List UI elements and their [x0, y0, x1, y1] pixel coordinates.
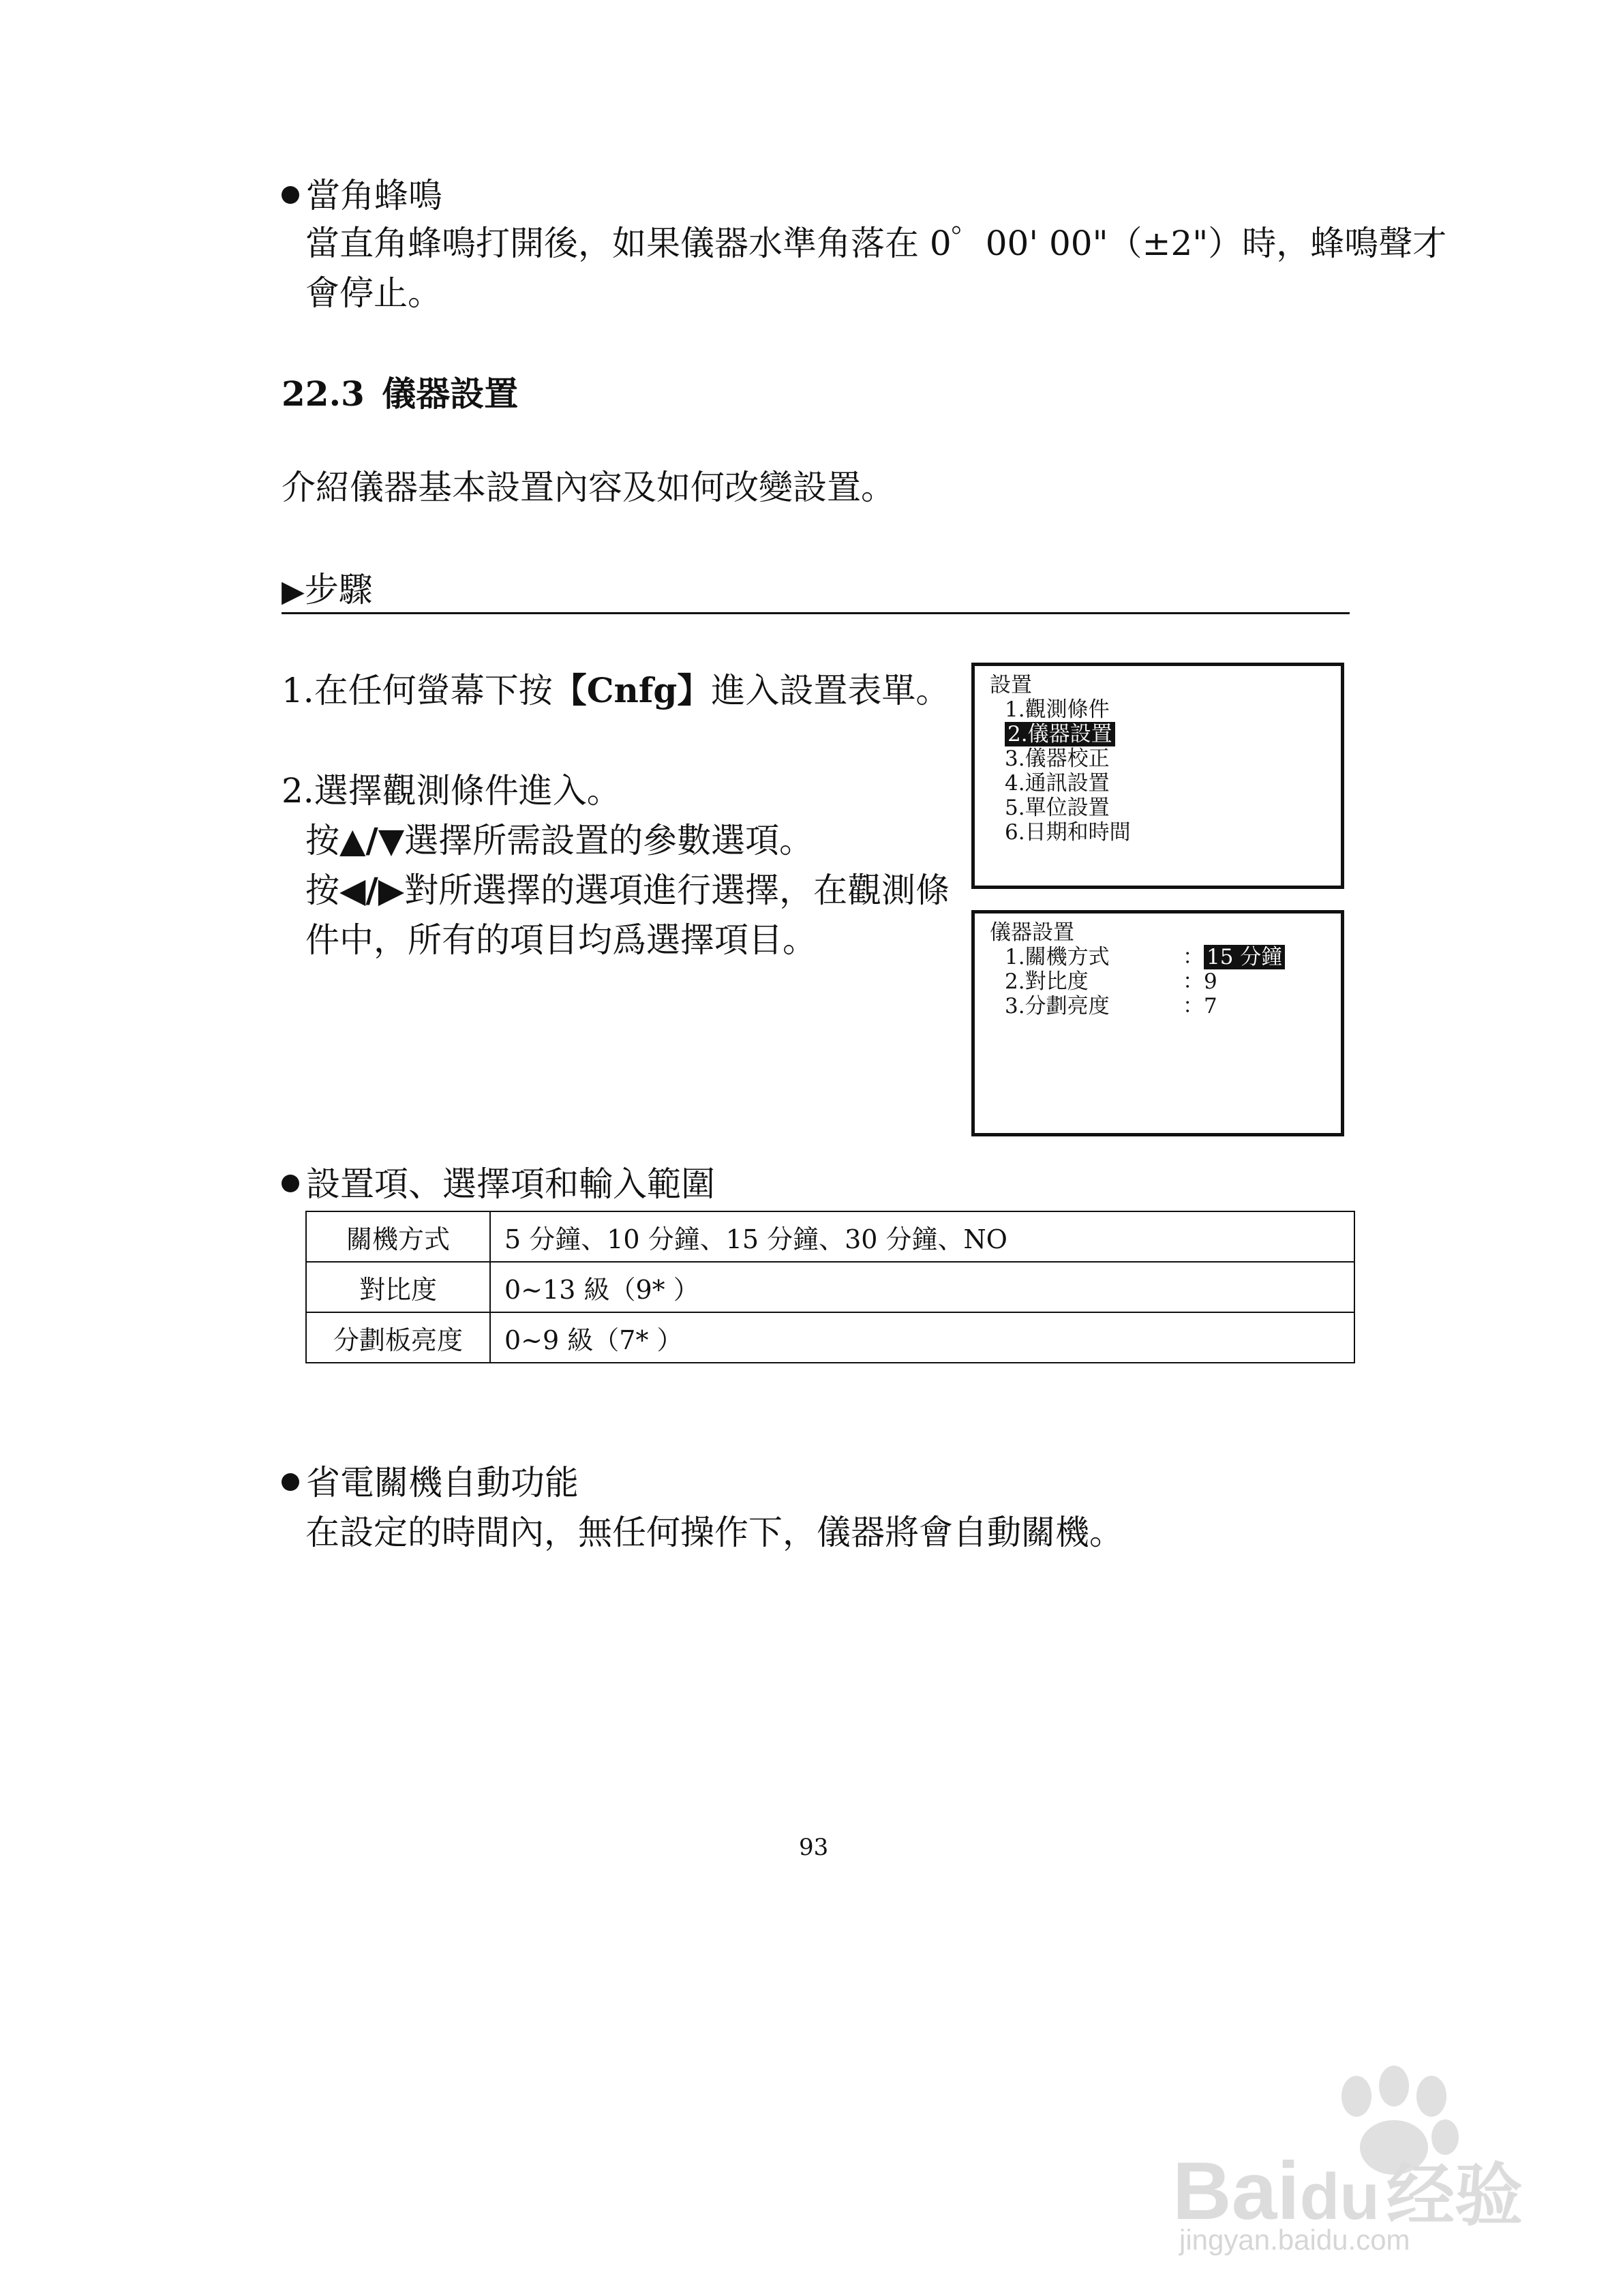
- lcd-setting-label: 3.分劃亮度: [1005, 994, 1110, 1018]
- lcd-menu-title: 設置: [990, 673, 1032, 697]
- play-triangle-icon: ▶: [282, 574, 305, 609]
- settings-table-heading: 設置項、選擇項和輸入範圍: [282, 1160, 715, 1208]
- table-row: [306, 1211, 1354, 1262]
- step-1: 1.在任何螢幕下按【Cnfg】進入設置表單。: [282, 670, 950, 710]
- lcd-setting-value-selected: ： 15 分鐘: [1183, 945, 1285, 969]
- step-2-updown: 按▲/▼選擇所需設置的參數選項。: [305, 820, 814, 860]
- bullet-icon: [282, 186, 299, 204]
- table-cell-range: 0~13 級（9* ）: [490, 1262, 1354, 1312]
- cnfg-key: 【Cnfg】: [552, 670, 712, 710]
- table-cell-item: 關機方式: [306, 1211, 490, 1262]
- section-intro: 介紹儀器基本設置內容及如何改變設置。: [282, 468, 895, 507]
- table-cell-item: 對比度: [306, 1262, 490, 1312]
- lcd-menu-item: 3.儀器校正: [1005, 746, 1110, 771]
- lcd-menu-item-selected: 2.儀器設置: [1005, 722, 1115, 746]
- lcd-menu-item: 6.日期和時間: [1005, 820, 1131, 845]
- step-2-note: 件中，所有的項目均爲選擇項目。: [305, 920, 817, 960]
- section-heading: [282, 370, 518, 418]
- up-down-arrow-icon: ▲/▼: [339, 820, 405, 860]
- steps-divider: [282, 612, 1350, 614]
- table-cell-item: 分劃板亮度: [306, 1312, 490, 1363]
- table-row: [306, 1262, 1354, 1312]
- lcd-menu-item: 4.通訊設置: [1005, 771, 1110, 796]
- lcd-setting-value: ：7: [1183, 994, 1217, 1018]
- bullet-icon: [282, 1175, 299, 1192]
- baidu-watermark: [1132, 2045, 1554, 2256]
- lcd-instrument-settings: [971, 910, 1344, 1136]
- power-save-heading: 省電關機自動功能: [282, 1459, 579, 1507]
- lcd-menu-item: 5.單位設置: [1005, 796, 1110, 820]
- table-cell-range: 5 分鐘、10 分鐘、15 分鐘、30 分鐘、NO: [490, 1211, 1354, 1262]
- watermark-brand: Baidu 经验: [1172, 2145, 1523, 2237]
- section-number: 22.3: [282, 374, 365, 414]
- lcd-settings-menu: [971, 663, 1344, 889]
- left-right-arrow-icon: ◀/▶: [339, 870, 405, 910]
- beep-heading: 當角蜂鳴: [282, 172, 442, 220]
- page-number: 93: [799, 1834, 829, 1861]
- settings-table: [305, 1211, 1355, 1363]
- power-save-text: 在設定的時間內，無任何操作下，儀器將會自動關機。: [305, 1513, 1123, 1552]
- lcd-menu-item: 1.觀測條件: [1005, 697, 1110, 722]
- table-cell-range: 0~9 級（7* ）: [490, 1312, 1354, 1363]
- lcd-setting-label: 1.關機方式: [1005, 945, 1110, 969]
- bullet-icon: [282, 1473, 299, 1491]
- beep-text-line1: 當直角蜂鳴打開後，如果儀器水準角落在 0゜00' 00"（±2"）時，蜂鳴聲才: [305, 224, 1447, 263]
- lcd-setting-value: ：9: [1183, 969, 1217, 994]
- step-2-leftright: 按◀/▶對所選擇的選項進行選擇，在觀測條: [305, 870, 950, 910]
- table-row: [306, 1312, 1354, 1363]
- watermark-url: jingyan.baidu.com: [1179, 2224, 1410, 2256]
- step-2: 2.選擇觀測條件進入。: [282, 771, 621, 811]
- section-title: 儀器設置: [382, 374, 519, 414]
- beep-text-line2: 會停止。: [305, 273, 442, 313]
- steps-label: ▶步驟: [282, 570, 373, 609]
- lcd-settings-title: 儀器設置: [990, 920, 1074, 945]
- lcd-setting-label: 2.對比度: [1005, 969, 1089, 994]
